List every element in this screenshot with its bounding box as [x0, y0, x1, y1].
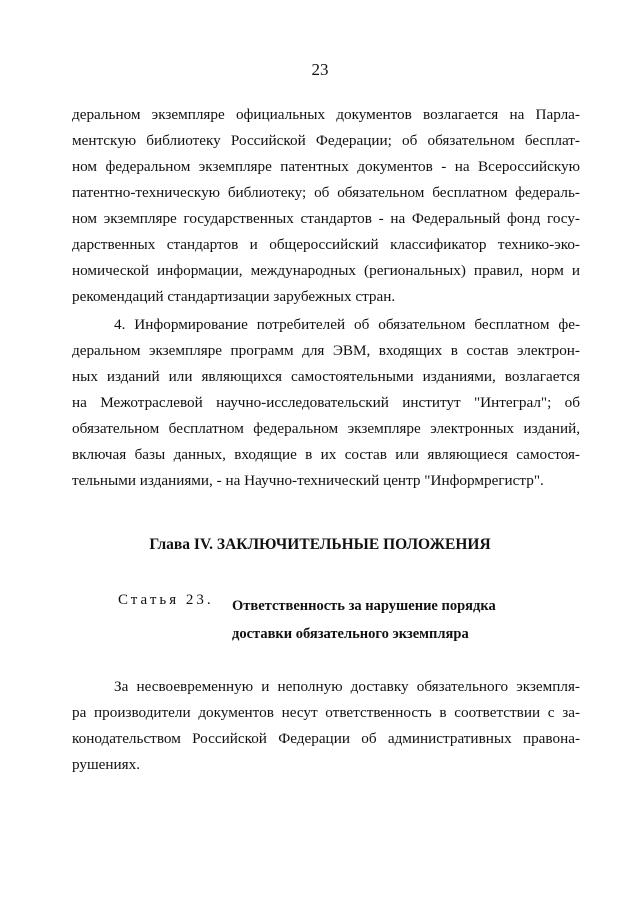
article-title-line-2: доставки обязательного экземпляра — [232, 626, 469, 642]
page-number: 23 — [311, 60, 329, 79]
text-line: номической информации, международных (региональных) правил, норм и — [72, 262, 580, 279]
text-line: рушениях. — [72, 756, 141, 773]
paragraph-1 — [72, 102, 580, 310]
text-line: ментскую библиотеку Российской Федерации; об обязательном бесплат- — [72, 132, 580, 149]
text-line: ном экземпляре государственных стандартов - на Федеральный фонд госу- — [72, 210, 580, 227]
article-title-line-1: Ответственность за нарушение порядка — [232, 598, 496, 614]
text-line: ра производители документов несут ответственность в соответствии с за- — [72, 704, 580, 721]
text-line: За несвоевременную и неполную доставку обязательного экземпля- — [114, 678, 580, 695]
text-line: 4. Информирование потребителей об обязательном бесплатном фе- — [114, 316, 580, 333]
text-line: деральном экземпляре официальных документов возлагается на Парла- — [72, 106, 580, 123]
text-line: патентно-техническую библиотеку; об обязательном бесплатном федераль- — [72, 184, 580, 201]
text-line: рекомендаций стандартизации зарубежных стран. — [72, 288, 396, 305]
text-line: деральном экземпляре программ для ЭВМ, входящих в состав электрон- — [72, 342, 580, 359]
paragraph-2 — [72, 312, 580, 494]
text-line: ных изданий или являющихся самостоятельными изданиями, возлагается — [72, 368, 580, 385]
text-line: тельными изданиями, - на Научно-технический центр "Информрегистр". — [72, 472, 544, 489]
article-label: Статья 23. — [118, 592, 214, 608]
text-line: на Межотраслевой научно-исследовательский институт "Интеграл"; об — [72, 394, 580, 411]
text-line: дарственных стандартов и общероссийский классификатор технико-эко- — [72, 236, 580, 253]
article-title — [232, 592, 496, 648]
text-line: ном федеральном экземпляре патентных документов - на Всероссийскую — [72, 158, 580, 175]
text-line: конодательством Российской Федерации об административных правона- — [72, 730, 580, 747]
paragraph-3 — [72, 674, 580, 778]
text-line: обязательном бесплатном федеральном экземпляре электронных изданий, — [72, 420, 580, 437]
text-line: включая базы данных, входящие в их состав или являющиеся самостоя- — [72, 446, 580, 463]
chapter-heading: Глава IV. ЗАКЛЮЧИТЕЛЬНЫЕ ПОЛОЖЕНИЯ — [149, 536, 491, 553]
